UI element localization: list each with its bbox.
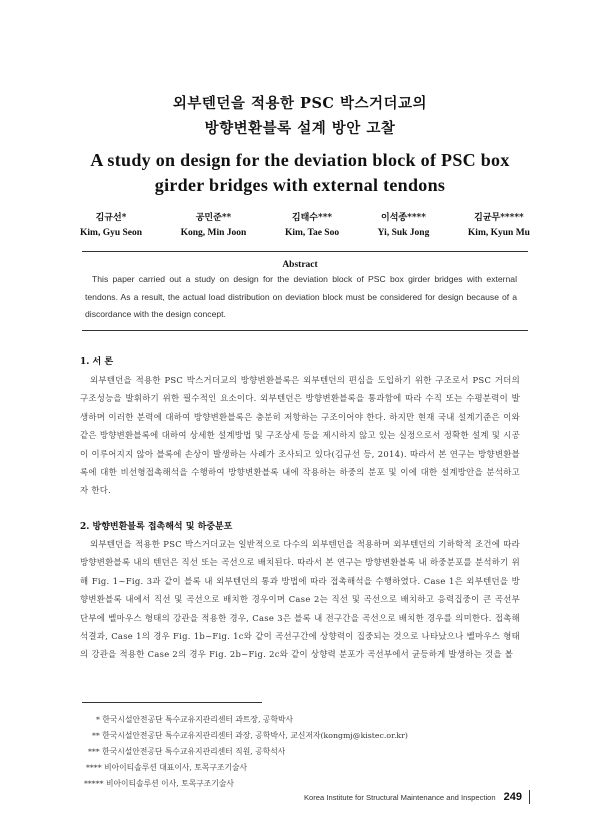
author-name-ko: 김규선* bbox=[95, 213, 127, 223]
author-name-ko: 공민준** bbox=[195, 213, 232, 223]
author-5 bbox=[468, 211, 530, 241]
author-name-en: Kim, Kyun Mu bbox=[467, 228, 530, 238]
title-en-line-2: girder bridges with external tendons bbox=[154, 175, 446, 195]
footer-bar bbox=[529, 790, 530, 804]
author-3 bbox=[285, 211, 339, 241]
author-list bbox=[80, 211, 530, 241]
author-name-en: Kim, Gyu Seon bbox=[80, 228, 143, 238]
footnote-item: **** 비아이티솔루션 대표이사, 토목구조기술사 bbox=[86, 763, 248, 772]
title-ko-line-1: 외부텐던을 적용한 PSC 박스거더교의 bbox=[172, 95, 428, 112]
author-name-ko: 김태수*** bbox=[291, 213, 333, 223]
title-ko-line-2: 방향변환블록 설계 방안 고찰 bbox=[204, 120, 396, 137]
author-name-en: Kong, Min Joon bbox=[180, 228, 247, 238]
footnote-divider bbox=[82, 702, 262, 703]
page-footer bbox=[304, 790, 530, 804]
title-en-line-1: A study on design for the deviation block of PSC box bbox=[90, 150, 510, 170]
section-2-heading: 2. 방향변환블록 접촉해석 및 하중분포 bbox=[80, 522, 233, 532]
section-2-body: 외부텐던을 적용한 PSC 박스거더교는 일반적으로 다수의 외부텐던을 적용하며 외부텐던의 기하학적 조건에 따라 방향변환블록 내의 텐던은 직선 또는 곡선으로 배치된다. 따라서 본 연구는 방향변환블록 내 하중분포를 분석하기 위해 Fig. 1~Fig. 3과 같이 블록 내 외부텐던의 통과 방법에 따라 접촉해석을 수행하였다. Case 1은 외부텐던을 방향변환블록 내에서 직선 및 곡선으로 배치한 경우이며 Case 2는 직선 및 곡선으로 배치하고 응력집중이 큰 곡선부 단부에 벨마우스 형태의 강관을 적용한 경우, Case 3은 블록 내 전구간을 곡선으로 배치한 경우를 의미한다. 접촉해석결과, Case 1의 경우 Fig. 1b~Fig. 1c와 같이 곡선구간에 상향력이 집중되는 것으로 나타났으나 벨마우스 형태의 강관을 적용한 Case 2의 경우 Fig. 2b~Fig. 2c와 같이 상향력 분포가 곡선부에서 균등하게 발생하는 것을 볼 bbox=[80, 539, 520, 660]
abstract-heading: Abstract bbox=[282, 260, 318, 270]
author-name-ko: 김균무***** bbox=[474, 213, 524, 223]
footnote-item: ***** 비아이티솔루션 이사, 토목구조기술사 bbox=[84, 779, 234, 788]
abstract-text: This paper carried out a study on design for the deviation block of PSC box girder bridges with external tendons. As a result, the actual load distribution on deviation block must be considered for design because of a discordance with the design concept. bbox=[85, 274, 517, 319]
abstract-divider bbox=[82, 330, 528, 331]
author-name-ko: 이석종**** bbox=[381, 213, 426, 223]
author-1 bbox=[80, 211, 142, 241]
journal-name: Korea Institute for Structural Maintenance and Inspection bbox=[303, 792, 496, 802]
page-number: 249 bbox=[503, 791, 522, 803]
footnote-item: *** 한국시설안전공단 특수교유지관리센터 직원, 공학석사 bbox=[88, 747, 286, 756]
footnote-list bbox=[84, 712, 408, 792]
author-name-en: Yi, Suk Jong bbox=[377, 228, 430, 238]
header-divider bbox=[82, 251, 528, 252]
section-1-heading: 1. 서 론 bbox=[80, 357, 114, 367]
section-1-body: 외부텐던을 적용한 PSC 박스거더교의 방향변환블록은 외부텐던의 편심을 도입하기 위한 구조로서 PSC 거더의 구조성능을 발휘하기 위한 필수적인 요소이다. 외부텐던은 방향변환블록을 통과함에 따라 수직 또는 수평분력이 발생하며 이러한 분력에 대하여 방향변환블록은 충분히 저항하는 구조이어야 한다. 하지만 현재 국내 설계기준은 이와 같은 방향변환블록에 대하여 상세한 설계방법 및 구조상세 등을 제시하지 않고 있는 실정으로서 정확한 설계 및 시공이 이루어지지 않아 블록에 손상이 발생하는 사례가 조사되고 있다(김규선 등, 2014). 따라서 본 연구는 방향변환블록에 대한 비선형접촉해석을 수행하여 방향변환블록 내에 작용하는 하중의 분포 및 이에 대한 설계방안을 분석하고자 한다. bbox=[80, 375, 520, 496]
author-name-en: Kim, Tae Soo bbox=[284, 228, 340, 238]
author-4 bbox=[378, 211, 430, 241]
footnote-item: * 한국시설안전공단 특수교유지관리센터 과트장, 공학박사 bbox=[96, 715, 294, 724]
footnote-item: ** 한국시설안전공단 특수교유지관리센터 과장, 공학박사, 교신저자(kongmj@kistec.or.kr) bbox=[92, 731, 408, 740]
author-2 bbox=[181, 211, 247, 241]
